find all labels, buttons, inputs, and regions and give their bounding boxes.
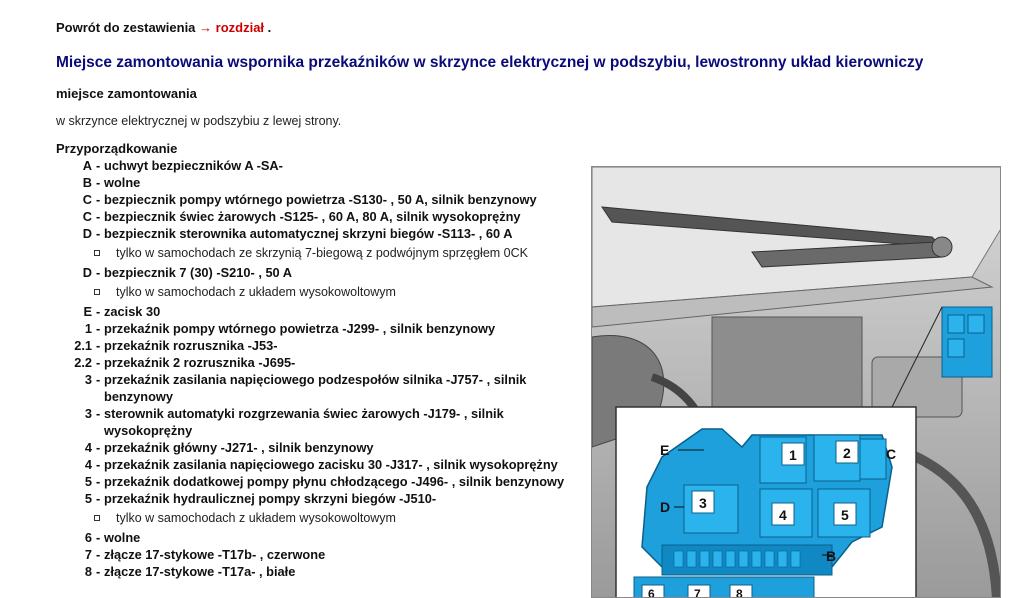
page-title: Miejsce zamontowania wspornika przekaźników w skrzynce elektrycznej w podszybiu, lewostronny układ kierowniczy: [56, 54, 924, 71]
item-text: wolne: [104, 530, 141, 545]
chapter-link[interactable]: → rozdział: [199, 20, 265, 35]
item-dash: -: [96, 304, 101, 319]
back-link-line: [56, 20, 271, 35]
item-key: 3: [84, 406, 92, 421]
assignment-item: [56, 439, 586, 456]
item-text: bezpiecznik sterownika automatycznej skrzyni biegów -S113- , 60 A: [104, 226, 513, 241]
assignment-item: [56, 208, 586, 225]
item-key: D: [82, 226, 92, 241]
label-relay-6: 6: [648, 587, 655, 598]
assignment-item: [56, 320, 586, 337]
label-relay-7: 7: [694, 587, 701, 598]
label-C: C: [886, 446, 897, 462]
item-text: zacisk 30: [104, 304, 161, 319]
label-relay-1: 1: [789, 447, 797, 463]
item-text: bezpiecznik pompy wtórnego powietrza -S130- , 50 A, silnik benzynowy: [104, 192, 537, 207]
mount-heading: miejsce zamontowania: [56, 86, 197, 101]
item-text: przekaźnik rozrusznika -J53-: [104, 338, 278, 353]
item-key: 2.2: [74, 355, 92, 370]
item-dash: -: [96, 564, 101, 579]
assignment-item: [56, 490, 586, 507]
label-E: E: [660, 442, 670, 458]
item-text: przekaźnik główny -J271- , silnik benzynowy: [104, 440, 374, 455]
item-key: 5: [84, 474, 92, 489]
item-dash: -: [96, 175, 101, 190]
item-key: C: [82, 209, 92, 224]
item-text: złącze 17-stykowe -T17a- , białe: [104, 564, 296, 579]
note-item: [56, 507, 586, 529]
label-relay-2: 2: [843, 445, 851, 461]
assignment-item: [56, 174, 586, 191]
mount-location-text: w skrzynce elektrycznej w podszybiu z lewej strony.: [56, 114, 342, 128]
label-relay-5: 5: [841, 507, 849, 523]
assignment-item: [56, 225, 586, 242]
relay-carrier-figure: [591, 166, 1001, 598]
item-dash: -: [96, 209, 101, 224]
square-bullet-icon: [94, 515, 100, 521]
label-relay-3: 3: [699, 495, 707, 511]
item-text: przekaźnik zasilania napięciowego podzespołów silnika -J757- , silnik benzynowy: [104, 372, 527, 404]
note-text: tylko w samochodach ze skrzynią 7-biegową z podwójnym sprzęgłem 0CK: [116, 246, 528, 260]
note-text: tylko w samochodach z układem wysokowoltowym: [116, 511, 396, 525]
item-dash: -: [96, 226, 101, 241]
vehicle-photo-illustration: [592, 167, 1001, 598]
note-item: [56, 242, 586, 264]
item-text: przekaźnik 2 rozrusznika -J695-: [104, 355, 296, 370]
assignment-item: [56, 456, 586, 473]
label-relay-8: 8: [736, 587, 743, 598]
item-key: 6: [84, 530, 92, 545]
item-dash: -: [96, 355, 101, 370]
assignment-item: [56, 473, 586, 490]
item-dash: -: [96, 372, 101, 387]
item-key: 3: [84, 372, 92, 387]
item-key: 7: [84, 547, 92, 562]
item-dash: -: [96, 474, 101, 489]
item-key: 2.1: [74, 338, 92, 353]
item-key: E: [83, 304, 92, 319]
assignment-list: [56, 157, 586, 580]
assignment-item: [56, 405, 586, 439]
assignment-item: [56, 354, 586, 371]
assignment-item: [56, 563, 586, 580]
item-dash: -: [96, 321, 101, 336]
item-key: 1: [84, 321, 92, 336]
assignment-item: [56, 529, 586, 546]
item-key: 5: [84, 491, 92, 506]
label-D: D: [660, 499, 671, 515]
assignment-item: [56, 157, 586, 174]
assignment-item: [56, 191, 586, 208]
assignment-item: [56, 337, 586, 354]
label-B: B: [826, 548, 837, 564]
item-dash: -: [96, 530, 101, 545]
item-text: bezpiecznik 7 (30) -S210- , 50 A: [104, 265, 292, 280]
assignment-item: [56, 264, 586, 281]
item-dash: -: [96, 457, 101, 472]
assignment-item: [56, 303, 586, 320]
item-dash: -: [96, 406, 101, 421]
item-text: złącze 17-stykowe -T17b- , czerwone: [104, 547, 326, 562]
item-dash: -: [96, 547, 101, 562]
item-text: sterownik automatyki rozgrzewania świec żarowych -J179- , silnik wysokoprężny: [104, 406, 504, 438]
item-key: D: [82, 265, 92, 280]
back-text: Powrót do zestawienia: [56, 20, 200, 35]
item-key: 4: [84, 457, 92, 472]
item-text: przekaźnik pompy wtórnego powietrza -J299- , silnik benzynowy: [104, 321, 496, 336]
item-text: przekaźnik dodatkowej pompy płynu chłodzącego -J496- , silnik benzynowy: [104, 474, 565, 489]
item-dash: -: [96, 158, 101, 173]
item-dash: -: [96, 440, 101, 455]
item-text: wolne: [104, 175, 141, 190]
item-key: C: [82, 192, 92, 207]
item-key: B: [82, 175, 92, 190]
back-suffix: .: [264, 20, 272, 35]
item-text: uchwyt bezpieczników A -SA-: [104, 158, 283, 173]
square-bullet-icon: [94, 289, 100, 295]
assignment-item: [56, 546, 586, 563]
item-dash: -: [96, 491, 101, 506]
item-dash: -: [96, 338, 101, 353]
item-text: bezpiecznik świec żarowych -S125- , 60 A, 80 A, silnik wysokoprężny: [104, 209, 521, 224]
assignment-item: [56, 371, 586, 405]
label-relay-4: 4: [779, 507, 787, 523]
square-bullet-icon: [94, 250, 100, 256]
note-text: tylko w samochodach z układem wysokowoltowym: [116, 285, 396, 299]
item-key: A: [82, 158, 92, 173]
item-text: przekaźnik zasilania napięciowego zacisku 30 -J317- , silnik wysokoprężny: [104, 457, 558, 472]
item-key: 8: [84, 564, 92, 579]
item-text: przekaźnik hydraulicznej pompy skrzyni biegów -J510-: [104, 491, 437, 506]
item-dash: -: [96, 265, 101, 280]
item-dash: -: [96, 192, 101, 207]
item-key: 4: [84, 440, 92, 455]
note-item: [56, 281, 586, 303]
assignment-heading: Przyporządkowanie: [56, 141, 178, 156]
